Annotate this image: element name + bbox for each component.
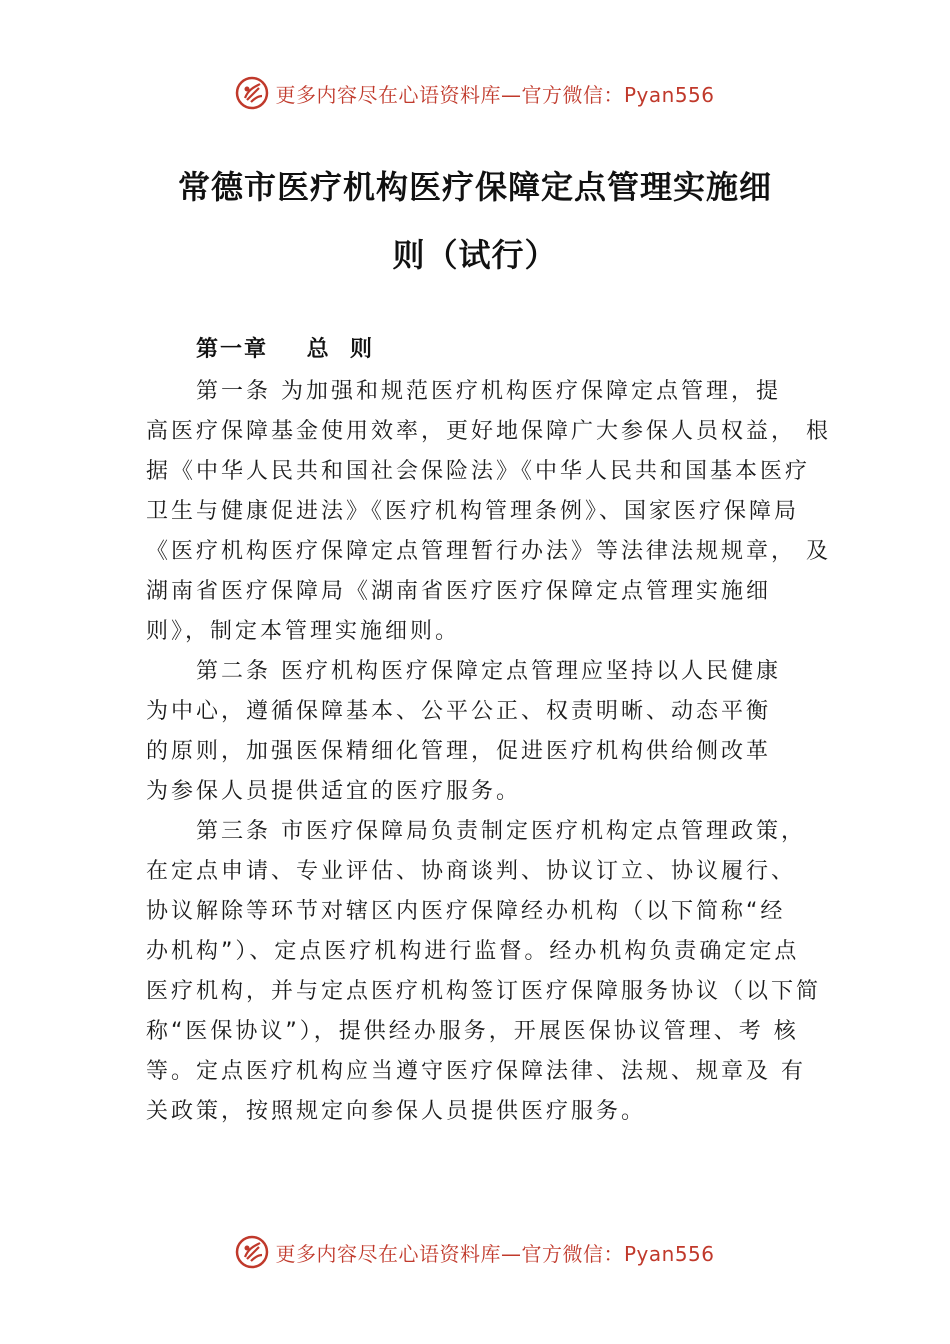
logo-icon xyxy=(235,76,269,110)
body-line: 卫生与健康促进法》《医疗机构管理条例》、国家医疗保障局 xyxy=(146,499,800,524)
body-line: 称“医保协议”），提供经办服务，开展医保协议管理、考 核 xyxy=(146,1019,799,1044)
watermark-text: 更多内容尽在心语资料库—官方微信：Pyan556 xyxy=(275,82,715,107)
body-line: 等。定点医疗机构应当遵守医疗保障法律、法规、规章及 有 xyxy=(146,1059,806,1084)
body-line: 协议解除等环节对辖区内医疗保障经办机构（以下简称“经 xyxy=(146,899,786,924)
body-line: 办机构”）、定点医疗机构进行监督。经办机构负责确定定点 xyxy=(146,939,800,964)
wechat-id: Pyan556 xyxy=(623,82,715,107)
document-title-line-1: 常德市医疗机构医疗保障定点管理实施细 xyxy=(177,168,772,206)
body-line: 关政策，按照规定向参保人员提供医疗服务。 xyxy=(146,1099,647,1124)
body-line: 则》，制定本管理实施细则。 xyxy=(146,619,461,644)
body-line: 在定点申请、专业评估、协商谈判、协议订立、协议履行、 xyxy=(146,859,797,884)
watermark-text: 更多内容尽在心语资料库—官方微信：Pyan556 xyxy=(275,1241,715,1266)
watermark-banner-top xyxy=(0,73,950,113)
wechat-id: Pyan556 xyxy=(623,1241,715,1266)
body-line: 为中心，遵循保障基本、公平公正、权责明晰、动态平衡 xyxy=(146,699,772,724)
body-line: 第一条 为加强和规范医疗机构医疗保障定点管理，提 xyxy=(196,379,781,404)
body-line: 医疗机构，并与定点医疗机构签订医疗保障服务协议（以下简 xyxy=(146,979,822,1004)
body-line: 第三条 市医疗保障局负责制定医疗机构定点管理政策， xyxy=(196,819,806,844)
body-line: 湖南省医疗保障局《湖南省医疗医疗保障定点管理实施细 xyxy=(146,579,772,604)
body-line: 第二条 医疗机构医疗保障定点管理应坚持以人民健康 xyxy=(196,659,781,684)
logo-icon xyxy=(235,1235,269,1269)
body-line: 高医疗保障基金使用效率，更好地保障广大参保人员权益， 根 xyxy=(146,419,831,444)
body-line: 据《中华人民共和国社会保险法》《中华人民共和国基本医疗 xyxy=(146,459,811,484)
body-line: 《医疗机构医疗保障定点管理暂行办法》等法律法规规章， 及 xyxy=(146,539,831,564)
watermark-banner-bottom xyxy=(0,1232,950,1272)
body-line: 的原则，加强医保精细化管理，促进医疗机构供给侧改革 xyxy=(146,739,772,764)
document-title-line-2: 则（试行） xyxy=(392,236,558,274)
body-line: 为参保人员提供适宜的医疗服务。 xyxy=(146,779,522,804)
chapter-heading: 第一章 总 则 xyxy=(196,337,374,362)
